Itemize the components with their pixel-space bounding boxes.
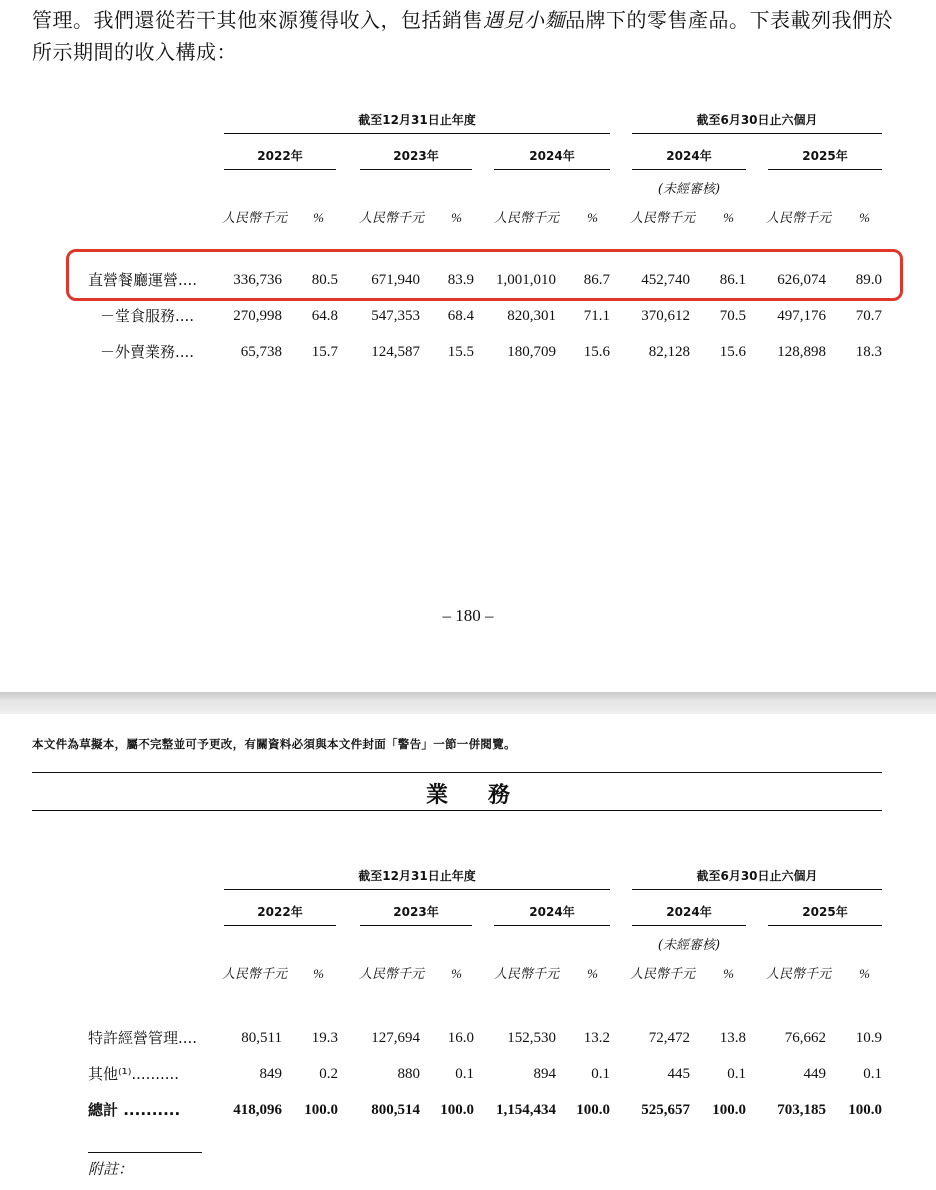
cell-value: 370,612 [641, 308, 690, 324]
cell-value: 497,176 [777, 308, 826, 324]
cell-value: 849 [259, 1066, 282, 1082]
unaudited-note: (未經審核) [657, 938, 721, 953]
section-title: 業務 [425, 783, 550, 808]
cell-value: 0.1 [591, 1066, 610, 1082]
table-row [0, 304, 936, 328]
cell-value: 68.4 [447, 308, 474, 324]
unit-rmb: 人民幣千元 [630, 966, 696, 981]
cell-value: 1,154,434 [496, 1102, 556, 1118]
cell-value: 418,096 [233, 1102, 282, 1118]
cell-value: 86.1 [719, 272, 746, 288]
cell-value: 10.9 [855, 1030, 882, 1046]
cell-value: 525,657 [641, 1102, 690, 1118]
unit-pct: % [313, 210, 324, 225]
unit-rmb: 人民幣千元 [222, 210, 288, 225]
group-half-label: 截至6月30日止六個月 [696, 869, 818, 883]
cell-value: 70.7 [855, 308, 882, 324]
cell-value: 80,511 [241, 1030, 282, 1046]
cell-value: 76,662 [784, 1030, 826, 1046]
draft-notice: 本文件為草擬本，屬不完整並可予更改，有關資料必須與本文件封面「警告」一節一併閱覽。 [32, 737, 516, 751]
cell-value: 13.8 [719, 1030, 746, 1046]
cell-value: 16.0 [447, 1030, 474, 1046]
cell-value: 1,001,010 [496, 272, 556, 288]
cell-value: 15.5 [447, 344, 474, 360]
cell-value: 0.1 [455, 1066, 474, 1082]
unit-rmb: 人民幣千元 [359, 966, 425, 981]
unit-pct: % [587, 966, 598, 981]
year-2025-half: 2025年 [802, 149, 848, 163]
group-year-label: 截至12月31日止年度 [358, 113, 476, 127]
unit-rmb: 人民幣千元 [766, 210, 832, 225]
intro-text-1: 管理。我們還從若干其他來源獲得收入，包括銷售 [32, 8, 483, 32]
cell-value: 70.5 [719, 308, 746, 324]
cell-value: 800,514 [371, 1102, 420, 1118]
unit-pct: % [723, 966, 734, 981]
cell-value: 152,530 [507, 1030, 556, 1046]
year-2023: 2023年 [393, 905, 439, 919]
row-label: 特許經營管理.... [88, 1029, 198, 1047]
year-2022: 2022年 [257, 149, 303, 163]
unit-pct: % [587, 210, 598, 225]
unit-pct: % [313, 966, 324, 981]
cell-value: 64.8 [311, 308, 338, 324]
year-2022: 2022年 [257, 905, 303, 919]
cell-value: 13.2 [583, 1030, 610, 1046]
cell-value: 15.7 [311, 344, 338, 360]
group-year-label: 截至12月31日止年度 [358, 869, 476, 883]
group-half-label: 截至6月30日止六個月 [696, 113, 818, 127]
cell-value: 449 [803, 1066, 826, 1082]
cell-value: 89.0 [855, 272, 882, 288]
cell-value: 71.1 [583, 308, 610, 324]
page-separator [0, 692, 936, 714]
cell-value: 100.0 [304, 1102, 338, 1118]
total-row [0, 1098, 936, 1122]
cell-value: 124,587 [371, 344, 420, 360]
unit-pct: % [859, 966, 870, 981]
cell-value: 880 [397, 1066, 420, 1082]
cell-value: 452,740 [641, 272, 690, 288]
cell-value: 626,074 [777, 272, 826, 288]
intro-paragraph [32, 4, 912, 68]
cell-value: 19.3 [311, 1030, 338, 1046]
brand-name: 遇見小麵 [483, 8, 565, 32]
cell-value: 15.6 [719, 344, 746, 360]
cell-value: 703,185 [777, 1102, 826, 1118]
page-bottom [0, 714, 936, 1190]
unit-rmb: 人民幣千元 [630, 210, 696, 225]
table-row [0, 340, 936, 364]
cell-value: 270,998 [233, 308, 282, 324]
year-2024-half: 2024年 [666, 149, 712, 163]
cell-value: 15.6 [583, 344, 610, 360]
cell-value: 336,736 [233, 272, 282, 288]
cell-value: 82,128 [648, 344, 690, 360]
cell-value: 86.7 [583, 272, 610, 288]
unit-pct: % [723, 210, 734, 225]
cell-value: 894 [533, 1066, 556, 1082]
cell-value: 547,353 [371, 308, 420, 324]
cell-value: 65,738 [240, 344, 282, 360]
cell-value: 100.0 [712, 1102, 746, 1118]
row-label: 其他⁽¹⁾.......... [88, 1065, 180, 1083]
cell-value: 127,694 [371, 1030, 420, 1046]
cell-value: 0.1 [727, 1066, 746, 1082]
cell-value: 18.3 [855, 344, 882, 360]
cell-value: 128,898 [777, 344, 826, 360]
table-row [0, 1026, 936, 1050]
table-row [0, 1062, 936, 1086]
cell-value: 445 [667, 1066, 690, 1082]
notes-label: 附註： [88, 1160, 134, 1178]
unit-rmb: 人民幣千元 [766, 966, 832, 981]
year-2025-half: 2025年 [802, 905, 848, 919]
year-2024: 2024年 [529, 149, 575, 163]
table-group-header [0, 108, 936, 132]
unit-pct: % [451, 966, 462, 981]
row-label: －外賣業務.... [100, 343, 195, 361]
cell-value: 83.9 [447, 272, 474, 288]
unit-rmb: 人民幣千元 [494, 210, 560, 225]
cell-value: 100.0 [440, 1102, 474, 1118]
unit-pct: % [451, 210, 462, 225]
row-label: －堂食服務.... [100, 307, 195, 325]
unit-rmb: 人民幣千元 [359, 210, 425, 225]
cell-value: 0.1 [863, 1066, 882, 1082]
unit-row [0, 206, 936, 230]
highlight-box [66, 249, 903, 301]
unit-pct: % [859, 210, 870, 225]
cell-value: 100.0 [576, 1102, 610, 1118]
unit-rmb: 人民幣千元 [222, 966, 288, 981]
unit-row [0, 962, 936, 986]
year-2024: 2024年 [529, 905, 575, 919]
unit-rmb: 人民幣千元 [494, 966, 560, 981]
cell-value: 72,472 [648, 1030, 690, 1046]
year-header-row [0, 900, 936, 924]
cell-value: 80.5 [311, 272, 338, 288]
row-label: 總計 .......... [88, 1101, 181, 1119]
table-group-header [0, 864, 936, 888]
row-label: 直營餐廳運營.... [88, 271, 198, 289]
cell-value: 671,940 [371, 272, 420, 288]
year-2024-half: 2024年 [666, 905, 712, 919]
intro-text-2: 品牌下的零售產品。下表載列我們於所示期間的收入構成： [32, 8, 893, 64]
cell-value: 0.2 [319, 1066, 338, 1082]
year-header-row [0, 144, 936, 168]
cell-value: 100.0 [848, 1102, 882, 1118]
page-number: – 180 – [442, 606, 494, 625]
unaudited-note: (未經審核) [657, 182, 721, 197]
cell-value: 180,709 [507, 344, 556, 360]
cell-value: 820,301 [507, 308, 556, 324]
year-2023: 2023年 [393, 149, 439, 163]
